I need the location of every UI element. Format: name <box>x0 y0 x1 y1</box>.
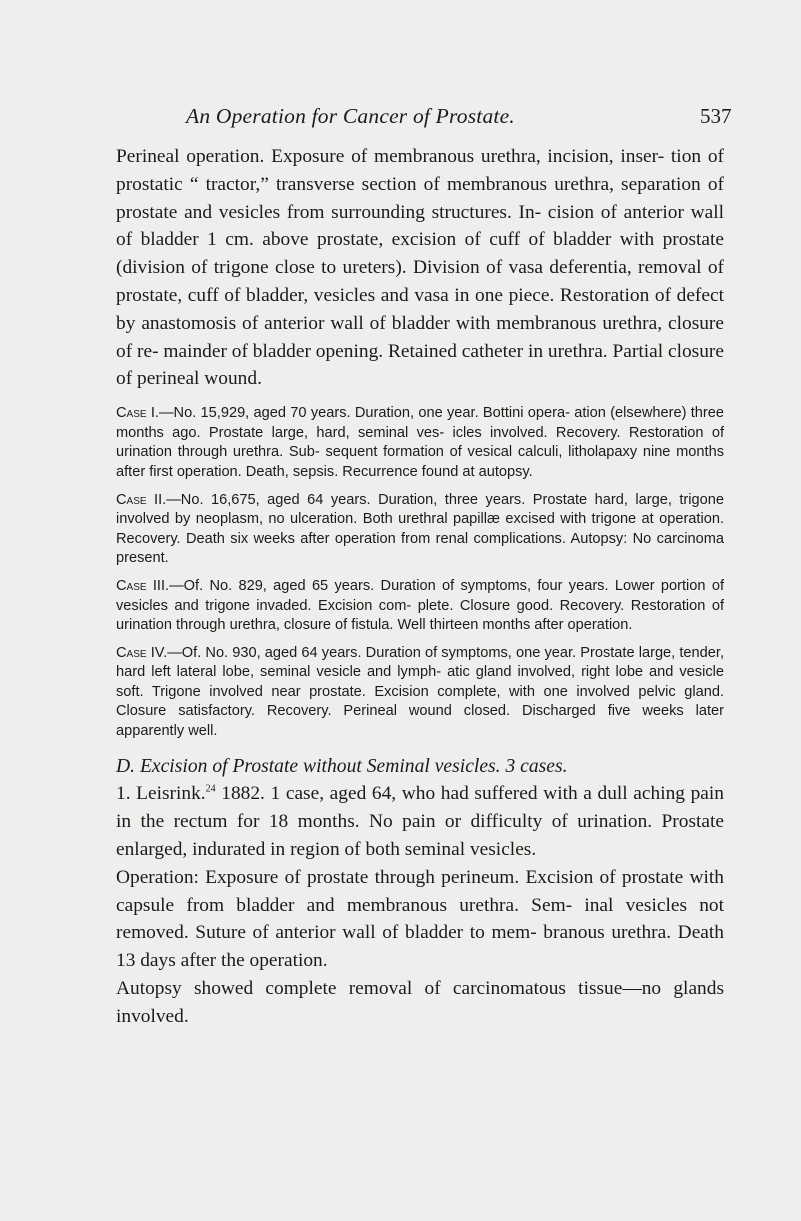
case-text: —No. 15,929, aged 70 years. Duration, one year. Bottini opera- ation (elsewhere) three months ago. Prostate large, hard, seminal ves- icles involved. Recovery. Restoration of urination through urethra. Sub- sequent formation of vesical calculi, litholapaxy nine months after first operation. Death, sepsis. Recurrence found at autopsy. <box>116 405 724 480</box>
case-text: —Of. No. 930, aged 64 years. Duration of symptoms, one year. Prostate large, tender, hard left lateral lobe, seminal vesicle and lymph- atic gland involved, right lobe and vesicle soft. Trigone involved near prostate. Excision complete, with one involved pelvic gland. Closure satisfactory. Recovery. Perineal wound closed. Discharged five weeks later apparently well. <box>116 644 725 740</box>
case-text: —No. 16,675, aged 64 years. Duration, three years. Prostate hard, large, trigone involved by neoplasm, no ulceration. Both urethral papillæ excised with trigone at operation. Recovery. Death six weeks after operation from renal complications. Autopsy: No carcinoma present. <box>116 491 724 567</box>
case-paragraph-1 <box>116 404 724 482</box>
case-paragraph-3 <box>116 577 724 636</box>
entry-author: 1. Leisrink. <box>116 783 206 805</box>
section-heading: D. Excision of Prostate without Seminal vesicles. 3 cases. <box>116 755 568 777</box>
case-label: Case I. <box>116 405 159 422</box>
intro-paragraph: Perineal operation. Exposure of membranous urethra, incision, inser- tion of prostatic “ tractor,” transverse section of membranous urethra, separation of prostate and vesicles from surrounding structures. In- cision of anterior wall of bladder 1 cm. above prostate, excision of cuff of bladder with prostate (division of trigone close to ureters). Division of vasa deferentia, removal of prostate, cuff of bladder, vesicles and vasa in one piece. Restoration of defect by anastomosis of anterior wall of bladder with membranous urethra, closure of re- mainder of bladder opening. Retained catheter in urethra. Partial closure of perineal wound. <box>116 146 724 390</box>
case-paragraph-4 <box>116 644 724 742</box>
case-paragraph-2 <box>116 491 724 569</box>
case-text: —Of. No. 829, aged 65 years. Duration of symptoms, four years. Lower portion of vesicles and trigone invaded. Excision com- plete. Closure good. Recovery. Restoration of urination through urethra, closure of fistula. Well thirteen months after operation. <box>116 577 724 634</box>
reference-superscript: 24 <box>205 784 216 795</box>
body-text <box>116 143 724 1031</box>
case-label: Case II. <box>116 491 167 508</box>
operation-paragraph: Operation: Exposure of prostate through perineum. Excision of prostate with capsule from bladder and membranous urethra. Sem- inal vesicles not removed. Suture of anterior wall of bladder to mem- branous urethra. Death 13 days after the operation. <box>116 866 724 972</box>
entry-text: 1882. 1 case, aged 64, who had suffered with a dull aching pain in the rectum for 18 months. No pain or difficulty of urination. Prostate enlarged, indurated in region of both seminal vesicles. <box>116 783 725 861</box>
running-title: An Operation for Cancer of Prostate. <box>186 104 515 128</box>
entry-paragraph <box>116 780 724 863</box>
page-number: 537 <box>700 104 732 128</box>
autopsy-paragraph: Autopsy showed complete removal of carcinomatous tissue—no glands involved. <box>116 978 724 1027</box>
case-label: Case IV. <box>116 644 168 661</box>
running-head <box>0 104 801 136</box>
case-label: Case III. <box>116 577 170 594</box>
